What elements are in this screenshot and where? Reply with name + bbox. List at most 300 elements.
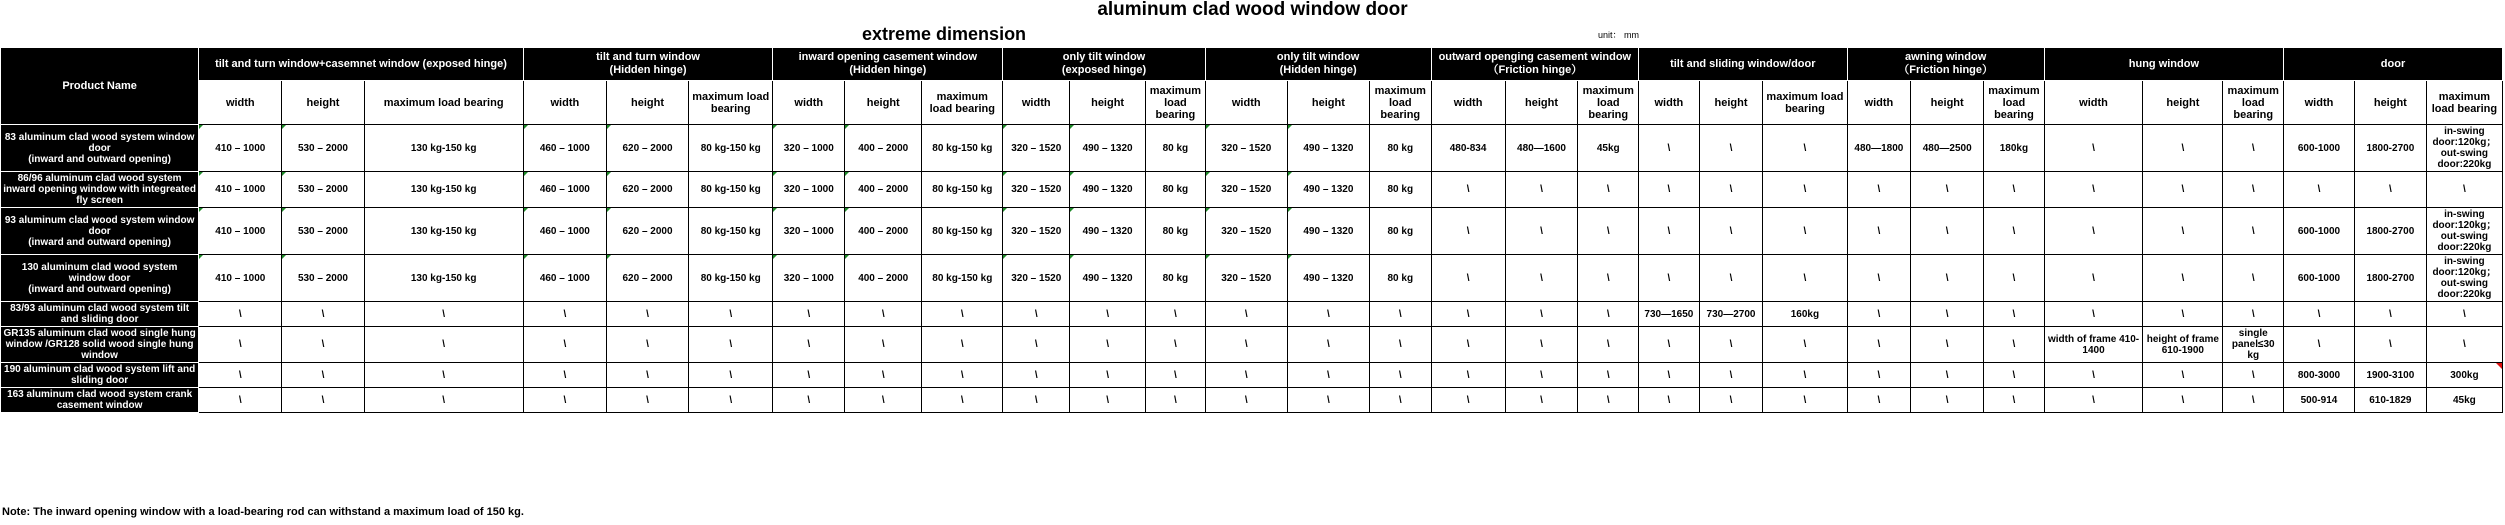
table-cell: 530 – 2000 — [282, 255, 364, 302]
table-cell: \ — [1911, 327, 1984, 363]
cell-marker-icon — [524, 208, 528, 212]
table-cell: \ — [2354, 327, 2426, 363]
table-cell: \ — [1639, 327, 1700, 363]
cell-marker-icon — [524, 172, 528, 176]
cell-marker-icon — [199, 172, 203, 176]
table-cell: \ — [1578, 302, 1639, 327]
table-cell: \ — [2044, 302, 2143, 327]
cell-marker-icon — [1003, 125, 1007, 129]
table-cell: \ — [1003, 302, 1070, 327]
table-cell: \ — [282, 388, 364, 413]
table-cell: \ — [1505, 388, 1578, 413]
column-header: maximum load bearing — [1369, 81, 1431, 125]
table-cell: \ — [2143, 302, 2223, 327]
table-cell: 45kg — [2426, 388, 2502, 413]
cell-marker-icon — [1206, 208, 1210, 212]
table-cell: \ — [1287, 302, 1369, 327]
cell-marker-icon — [607, 208, 611, 212]
column-header: width — [773, 81, 845, 125]
table-row — [1, 363, 2503, 388]
table-cell: \ — [1847, 172, 1911, 208]
table-cell: 460 – 1000 — [523, 172, 606, 208]
table-body — [1, 48, 2503, 413]
table-cell: 1900-3100 — [2354, 363, 2426, 388]
table-cell: \ — [773, 302, 845, 327]
table-cell: \ — [523, 363, 606, 388]
cell-marker-icon — [282, 208, 286, 212]
table-cell: \ — [1984, 208, 2045, 255]
table-cell: \ — [1578, 327, 1639, 363]
table-cell: \ — [1070, 363, 1146, 388]
table-cell: 400 – 2000 — [845, 125, 922, 172]
table-cell: 490 – 1320 — [1287, 208, 1369, 255]
column-header: height — [1287, 81, 1369, 125]
table-cell: 460 – 1000 — [523, 255, 606, 302]
table-cell: \ — [199, 302, 282, 327]
cell-marker-icon — [1206, 125, 1210, 129]
column-header: maximum load bearing — [2223, 81, 2284, 125]
table-cell: 320 – 1000 — [773, 125, 845, 172]
table-cell: \ — [1431, 255, 1505, 302]
table-cell: 480—1600 — [1505, 125, 1578, 172]
table-cell: \ — [922, 363, 1003, 388]
table-cell: \ — [1847, 208, 1911, 255]
table-cell: \ — [1699, 208, 1763, 255]
table-cell: \ — [1205, 302, 1287, 327]
table-cell: \ — [282, 302, 364, 327]
table-row — [1, 388, 2503, 413]
table-cell: \ — [2223, 125, 2284, 172]
table-cell: 400 – 2000 — [845, 208, 922, 255]
table-cell: \ — [2044, 255, 2143, 302]
table-cell: \ — [606, 327, 688, 363]
cell-marker-icon — [199, 125, 203, 129]
table-cell: 80 kg — [1146, 208, 1206, 255]
cell-marker-icon — [845, 172, 849, 176]
column-header: height — [606, 81, 688, 125]
cell-marker-icon — [773, 125, 777, 129]
cell-marker-icon — [607, 172, 611, 176]
table-cell: \ — [1699, 255, 1763, 302]
table-cell: \ — [364, 388, 523, 413]
table-cell: 320 – 1000 — [773, 255, 845, 302]
table-cell: 80 kg — [1146, 125, 1206, 172]
table-cell: \ — [1205, 327, 1287, 363]
column-header: height — [2354, 81, 2426, 125]
table-cell: \ — [1146, 363, 1206, 388]
table-cell: 80 kg — [1369, 172, 1431, 208]
table-cell: \ — [689, 388, 773, 413]
table-cell: 620 – 2000 — [606, 125, 688, 172]
table-cell: \ — [1699, 172, 1763, 208]
column-header: height — [2143, 81, 2223, 125]
column-header: height — [1699, 81, 1763, 125]
table-cell: \ — [2284, 327, 2355, 363]
table-cell: \ — [2044, 388, 2143, 413]
column-group-header: awning window （Friction hinge） — [1847, 48, 2044, 81]
footnote: Note: The inward opening window with a load-bearing rod can withstand a maximum load of 150 kg. — [2, 506, 524, 518]
table-cell: \ — [1070, 302, 1146, 327]
table-cell: \ — [2223, 363, 2284, 388]
table-cell: \ — [1003, 327, 1070, 363]
table-cell: 620 – 2000 — [606, 255, 688, 302]
column-group-header: tilt and turn window+casemnet window (exposed hinge) — [199, 48, 524, 81]
table-cell: \ — [2143, 363, 2223, 388]
table-cell: 80 kg-150 kg — [922, 255, 1003, 302]
table-cell: 530 – 2000 — [282, 208, 364, 255]
column-header: height — [1505, 81, 1578, 125]
cell-marker-icon — [1003, 172, 1007, 176]
table-cell: in-swing door:120kg； out-swing door:220kg — [2426, 125, 2502, 172]
column-header: width — [1205, 81, 1287, 125]
table-cell: 320 – 1000 — [773, 172, 845, 208]
column-header: width — [2044, 81, 2143, 125]
table-cell: 410 – 1000 — [199, 172, 282, 208]
table-cell: \ — [773, 327, 845, 363]
table-cell: \ — [606, 302, 688, 327]
cell-marker-icon — [1070, 172, 1074, 176]
product-name-cell: 83/93 aluminum clad wood system tilt and sliding door — [1, 302, 199, 327]
column-header: width — [1431, 81, 1505, 125]
table-cell: 320 – 1520 — [1003, 172, 1070, 208]
table-cell: 500-914 — [2284, 388, 2355, 413]
column-header: maximum load bearing — [1984, 81, 2045, 125]
cell-marker-icon — [1288, 208, 1292, 212]
cell-marker-icon — [1206, 255, 1210, 259]
table-cell: \ — [922, 327, 1003, 363]
product-name-cell: 86/96 aluminum clad wood system inward opening window with integreated fly screen — [1, 172, 199, 208]
table-cell: \ — [1369, 327, 1431, 363]
column-header: maximum load bearing — [364, 81, 523, 125]
table-cell: \ — [922, 388, 1003, 413]
table-cell: \ — [1984, 388, 2045, 413]
table-cell: 400 – 2000 — [845, 172, 922, 208]
table-cell: \ — [2143, 172, 2223, 208]
page-subtitle: extreme dimension — [862, 24, 1027, 44]
table-cell: 800-3000 — [2284, 363, 2355, 388]
table-cell: 80 kg — [1146, 255, 1206, 302]
table-cell: 80 kg-150 kg — [922, 172, 1003, 208]
table-cell: 490 – 1320 — [1287, 255, 1369, 302]
table-cell: \ — [1911, 302, 1984, 327]
table-cell: 80 kg — [1369, 255, 1431, 302]
table-cell: \ — [2143, 125, 2223, 172]
table-cell: \ — [1505, 172, 1578, 208]
cell-marker-icon — [607, 125, 611, 129]
table-cell: 410 – 1000 — [199, 255, 282, 302]
table-cell: \ — [1146, 302, 1206, 327]
table-cell: \ — [2044, 125, 2143, 172]
table-cell: 130 kg-150 kg — [364, 172, 523, 208]
column-group-header: tilt and sliding window/door — [1639, 48, 1847, 81]
table-cell: \ — [1763, 125, 1847, 172]
table-cell: 730—1650 — [1639, 302, 1700, 327]
table-cell: 130 kg-150 kg — [364, 125, 523, 172]
table-cell: \ — [1763, 363, 1847, 388]
product-name-cell: 163 aluminum clad wood system crank casement window — [1, 388, 199, 413]
table-cell: \ — [845, 388, 922, 413]
table-cell: \ — [1911, 388, 1984, 413]
cell-marker-icon — [1070, 255, 1074, 259]
table-cell: 490 – 1320 — [1070, 125, 1146, 172]
table-cell: \ — [2044, 208, 2143, 255]
cell-marker-icon — [1288, 125, 1292, 129]
table-row — [1, 172, 2503, 208]
table-cell: 180kg — [1984, 125, 2045, 172]
table-cell: \ — [1984, 363, 2045, 388]
table-cell: \ — [2426, 172, 2502, 208]
table-cell: \ — [606, 363, 688, 388]
table-cell: \ — [2044, 172, 2143, 208]
table-row — [1, 255, 2503, 302]
column-header: maximum load bearing — [1146, 81, 1206, 125]
header-column-row — [1, 81, 2503, 125]
cell-marker-icon — [1288, 255, 1292, 259]
table-cell: \ — [282, 327, 364, 363]
column-header: height — [845, 81, 922, 125]
table-cell: \ — [922, 302, 1003, 327]
column-header: width — [199, 81, 282, 125]
column-header: width — [523, 81, 606, 125]
column-header: width — [1003, 81, 1070, 125]
table-cell: \ — [1984, 302, 2045, 327]
table-cell: 460 – 1000 — [523, 125, 606, 172]
table-cell: \ — [2223, 255, 2284, 302]
table-cell: 80 kg-150 kg — [689, 125, 773, 172]
table-cell: 130 kg-150 kg — [364, 208, 523, 255]
table-cell: \ — [1911, 255, 1984, 302]
column-header: maximum load bearing — [922, 81, 1003, 125]
table-cell: \ — [1505, 327, 1578, 363]
table-cell: 130 kg-150 kg — [364, 255, 523, 302]
cell-marker-icon — [1003, 208, 1007, 212]
cell-marker-icon — [1288, 172, 1292, 176]
table-cell: \ — [1578, 388, 1639, 413]
table-cell: \ — [1431, 302, 1505, 327]
table-cell: height of frame 610-1900 — [2143, 327, 2223, 363]
table-cell: \ — [1639, 208, 1700, 255]
table-cell: single panel≤30 kg — [2223, 327, 2284, 363]
cell-marker-icon — [773, 255, 777, 259]
table-cell: in-swing door:120kg； out-swing door:220kg — [2426, 208, 2502, 255]
table-cell: 410 – 1000 — [199, 125, 282, 172]
table-cell: \ — [523, 388, 606, 413]
table-cell: \ — [199, 363, 282, 388]
table-cell: \ — [1699, 363, 1763, 388]
table-cell: \ — [606, 388, 688, 413]
table-cell: 620 – 2000 — [606, 172, 688, 208]
cell-marker-icon — [282, 172, 286, 176]
table-cell: 80 kg — [1146, 172, 1206, 208]
page-title: aluminum clad wood window door — [1097, 0, 1408, 20]
table-cell: width of frame 410-1400 — [2044, 327, 2143, 363]
table-cell: \ — [2143, 255, 2223, 302]
table-cell: 490 – 1320 — [1070, 255, 1146, 302]
table-cell: \ — [1578, 255, 1639, 302]
table-cell: \ — [2223, 208, 2284, 255]
column-header: width — [1639, 81, 1700, 125]
table-cell: \ — [1911, 208, 1984, 255]
column-header: width — [1847, 81, 1911, 125]
table-cell: \ — [1911, 363, 1984, 388]
table-cell: \ — [2223, 172, 2284, 208]
table-cell: \ — [1699, 125, 1763, 172]
table-cell: \ — [1578, 208, 1639, 255]
cell-marker-icon — [282, 125, 286, 129]
table-cell: \ — [1847, 327, 1911, 363]
column-header: maximum load bearing — [1578, 81, 1639, 125]
table-cell: \ — [1699, 327, 1763, 363]
table-cell: \ — [1369, 388, 1431, 413]
table-cell: \ — [2223, 302, 2284, 327]
table-cell: \ — [2354, 302, 2426, 327]
table-cell: in-swing door:120kg； out-swing door:220kg — [2426, 255, 2502, 302]
table-cell: \ — [1205, 388, 1287, 413]
table-cell: 480—2500 — [1911, 125, 1984, 172]
table-cell: 320 – 1520 — [1003, 255, 1070, 302]
cell-marker-icon — [845, 255, 849, 259]
table-cell: \ — [1205, 363, 1287, 388]
cell-marker-icon — [199, 208, 203, 212]
cell-marker-icon — [1070, 208, 1074, 212]
table-cell: 80 kg — [1369, 125, 1431, 172]
table-cell: 320 – 1520 — [1003, 208, 1070, 255]
table-cell: 80 kg-150 kg — [689, 208, 773, 255]
table-cell: 160kg — [1763, 302, 1847, 327]
cell-marker-icon — [524, 255, 528, 259]
table-cell: \ — [845, 327, 922, 363]
table-row — [1, 208, 2503, 255]
table-cell: \ — [1505, 363, 1578, 388]
table-cell: 80 kg-150 kg — [689, 255, 773, 302]
table-cell: 320 – 1520 — [1003, 125, 1070, 172]
table-cell: \ — [1847, 363, 1911, 388]
table-cell: \ — [1505, 208, 1578, 255]
column-header: maximum load bearing — [1763, 81, 1847, 125]
table-cell: 320 – 1520 — [1205, 172, 1287, 208]
product-name-cell: 83 aluminum clad wood system window door (inward and outward opening) — [1, 125, 199, 172]
table-cell: \ — [1369, 302, 1431, 327]
cell-marker-icon — [524, 125, 528, 129]
table-cell: 490 – 1320 — [1070, 172, 1146, 208]
column-group-header: outward openging casement window（Friction hinge） — [1431, 48, 1638, 81]
header-group-row — [1, 48, 2503, 81]
table-cell: \ — [689, 302, 773, 327]
table-cell: 480-834 — [1431, 125, 1505, 172]
table-cell: \ — [2223, 388, 2284, 413]
comment-marker-icon — [2496, 363, 2502, 369]
table-cell: \ — [773, 363, 845, 388]
table-cell: \ — [1984, 172, 2045, 208]
table-cell: 600-1000 — [2284, 208, 2355, 255]
table-cell: 410 – 1000 — [199, 208, 282, 255]
column-header: width — [2284, 81, 2355, 125]
table-cell: \ — [1003, 363, 1070, 388]
table-cell: 400 – 2000 — [845, 255, 922, 302]
cell-marker-icon — [845, 208, 849, 212]
table-cell: \ — [282, 363, 364, 388]
table-cell: \ — [2143, 388, 2223, 413]
table-cell: \ — [2284, 302, 2355, 327]
table-cell: \ — [1699, 388, 1763, 413]
table-cell: \ — [523, 302, 606, 327]
column-header: maximum load bearing — [689, 81, 773, 125]
table-cell: \ — [1578, 172, 1639, 208]
table-cell: 320 – 1520 — [1205, 208, 1287, 255]
table-cell: \ — [1847, 388, 1911, 413]
table-cell: 45kg — [1578, 125, 1639, 172]
table-cell: 620 – 2000 — [606, 208, 688, 255]
column-group-header: only tilt window (Hidden hinge) — [1205, 48, 1431, 81]
table-row — [1, 302, 2503, 327]
table-cell: 530 – 2000 — [282, 125, 364, 172]
table-cell: \ — [1431, 172, 1505, 208]
column-header: height — [1911, 81, 1984, 125]
unit-label: unit： mm — [1598, 30, 1640, 40]
table-cell: 320 – 1000 — [773, 208, 845, 255]
table-cell: \ — [1578, 363, 1639, 388]
table-cell: \ — [199, 388, 282, 413]
table-cell: 490 – 1320 — [1287, 125, 1369, 172]
table-cell: 530 – 2000 — [282, 172, 364, 208]
table-row — [1, 327, 2503, 363]
table-cell: \ — [1287, 327, 1369, 363]
table-cell: \ — [1369, 363, 1431, 388]
table-cell: \ — [2143, 208, 2223, 255]
table-cell: 1800-2700 — [2354, 255, 2426, 302]
table-cell: 320 – 1520 — [1205, 255, 1287, 302]
product-name-cell: 130 aluminum clad wood system window door (inward and outward opening) — [1, 255, 199, 302]
cell-marker-icon — [1206, 172, 1210, 176]
table-cell: \ — [1763, 255, 1847, 302]
column-header: height — [282, 81, 364, 125]
table-cell: 490 – 1320 — [1287, 172, 1369, 208]
table-cell: \ — [1639, 172, 1700, 208]
dimension-table — [0, 47, 2503, 413]
table-cell: \ — [1763, 327, 1847, 363]
table-cell: \ — [364, 327, 523, 363]
column-group-header: only tilt window (exposed hinge) — [1003, 48, 1205, 81]
column-group-header: tilt and turn window (Hidden hinge) — [523, 48, 773, 81]
column-header: maximum load bearing — [2426, 81, 2502, 125]
table-cell: \ — [1763, 388, 1847, 413]
table-cell: 460 – 1000 — [523, 208, 606, 255]
table-cell: \ — [2284, 172, 2355, 208]
table-cell: 80 kg-150 kg — [689, 172, 773, 208]
table-cell: \ — [845, 363, 922, 388]
table-cell: \ — [1639, 255, 1700, 302]
table-cell: 80 kg-150 kg — [922, 125, 1003, 172]
cell-marker-icon — [1003, 255, 1007, 259]
table-cell: \ — [1911, 172, 1984, 208]
table-cell: \ — [1763, 208, 1847, 255]
table-cell: \ — [199, 327, 282, 363]
table-cell: \ — [773, 388, 845, 413]
table-cell: \ — [523, 327, 606, 363]
table-cell: \ — [1146, 388, 1206, 413]
table-cell: \ — [1505, 255, 1578, 302]
table-cell: \ — [364, 363, 523, 388]
table-cell: \ — [1847, 302, 1911, 327]
cell-marker-icon — [282, 255, 286, 259]
table-cell: \ — [1431, 327, 1505, 363]
table-cell: 480—1800 — [1847, 125, 1911, 172]
table-cell: \ — [1146, 327, 1206, 363]
column-group-header: inward opening casement window (Hidden hinge) — [773, 48, 1003, 81]
table-cell: \ — [845, 302, 922, 327]
table-cell: 730—2700 — [1699, 302, 1763, 327]
product-name-cell: 93 aluminum clad wood system window door (inward and outward opening) — [1, 208, 199, 255]
